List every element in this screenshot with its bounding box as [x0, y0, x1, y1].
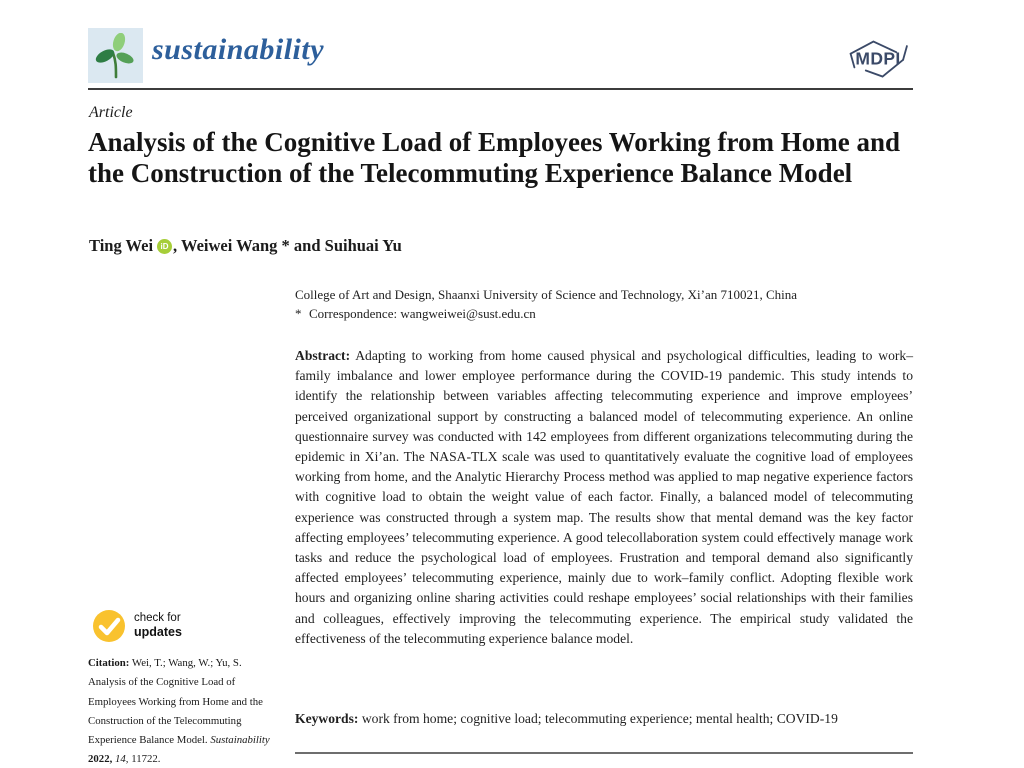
correspondence-line: [295, 305, 915, 324]
journal-logo-box: [88, 28, 143, 83]
citation: [88, 654, 280, 768]
citation-label: Citation:: [88, 657, 130, 669]
badge-line1: check for: [134, 611, 181, 624]
article-type-label: Article: [89, 104, 133, 121]
citation-pages: 11722.: [131, 753, 161, 766]
badge-line2: updates: [134, 625, 182, 640]
orcid-icon[interactable]: iD: [157, 239, 172, 254]
affiliation-block: [295, 286, 915, 323]
keywords-label: Keywords:: [295, 711, 359, 726]
citation-volume: 14,: [115, 753, 129, 766]
abstract-label: Abstract:: [295, 348, 351, 363]
journal-name: sustainability: [152, 33, 325, 66]
authors-line: [89, 236, 402, 256]
correspondence-label: Correspondence:: [309, 305, 398, 321]
mdpi-logo: [843, 31, 913, 81]
keywords-line: [295, 711, 913, 727]
authors-rest: , Weiwei Wang * and Suihuai Yu: [173, 236, 402, 255]
badge-text: [134, 612, 182, 641]
mdpi-logo-text: MDPI: [855, 48, 901, 69]
citation-year: 2022,: [88, 753, 113, 766]
correspondence-marker: *: [295, 305, 302, 321]
abstract-text: Adapting to working from home caused physical and psychological difficulties, leading to work–family imbalance and lower employee performance during the COVID-19 pandemic. This study intends to identify the relationship between variables affecting telecommuting experience and improve employees’ perceived organizational support by constructing a balanced model of telecommuting experience. An online questionnaire survey was conducted with 142 employees from different organizations telecommuting during the epidemic in Xi’an. The NASA-TLX scale was used to quantitatively evaluate the cognitive load of employees working from home, and the Analytic Hierarchy Process method was applied to map negative experience factors with cognitive load to obtain the weight value of each factor. Finally, a balanced model of telecommuting experience was constructed through a system map. The results show that mental demand was the key factor affecting employees’ telecommuting experience. A good telecollaboration system could effectively manage work tasks and reduce the psychological load of employees. Frustration and temporal demand also significantly affected employees’ telecommuting experience, mainly due to work–family conflict. Adopting flexible work hours and organizing online sharing activities could reshape employees’ social relationships with their families and colleagues, effectively improving the telecommuting experience. The empirical study validated the effectiveness of the telecommuting experience balance model.: [295, 348, 913, 646]
affiliation-line: College of Art and Design, Shaanxi University of Science and Technology, Xi’an 710021, China: [295, 287, 798, 302]
page-title: Analysis of the Cognitive Load of Employees Working from Home and the Construction of the Telecommuting Experience Balance Model: [88, 127, 901, 188]
author-name: Ting Wei: [89, 236, 154, 255]
citation-journal: Sustainability: [210, 734, 270, 747]
header-divider: [88, 88, 913, 90]
keywords-divider: [295, 752, 913, 754]
crossmark-check-icon: [92, 609, 126, 643]
correspondence-email-link[interactable]: wangweiwei@sust.edu.cn: [400, 305, 536, 321]
keywords-text: work from home; cognitive load; telecommuting experience; mental health; COVID-19: [361, 711, 838, 726]
abstract-paragraph: [295, 346, 913, 649]
citation-text: Wei, T.; Wang, W.; Yu, S. Analysis of the Cognitive Load of Employees Working from Home and the Construction of the Telecommuting Experience Balance Model.: [88, 657, 263, 747]
plant-icon: [94, 33, 138, 79]
check-for-updates-badge[interactable]: [92, 609, 182, 643]
